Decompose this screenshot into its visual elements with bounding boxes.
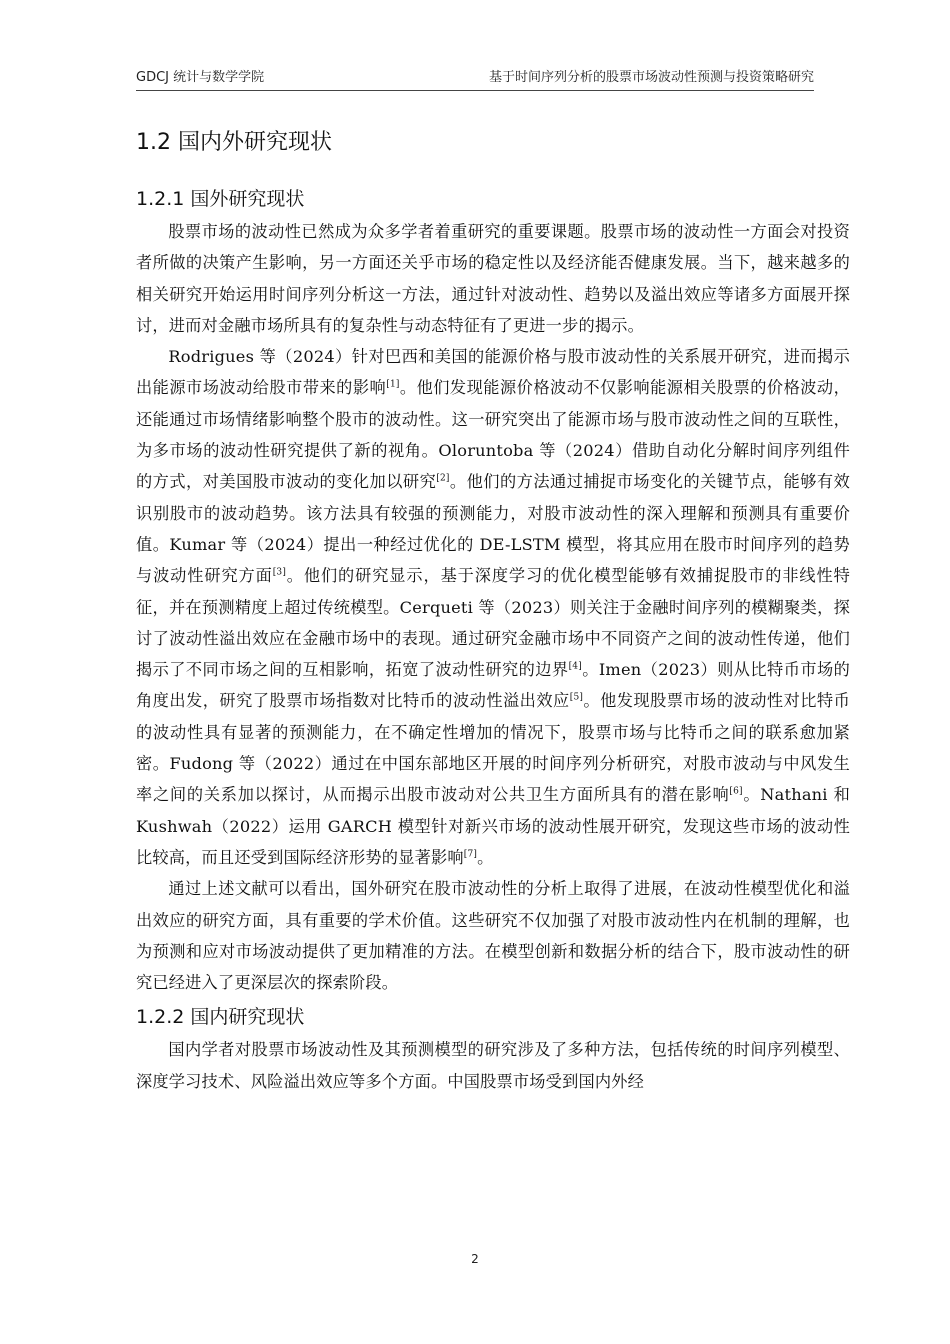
header-rule [136, 90, 814, 91]
citation-4: [4] [568, 661, 582, 672]
subsection-title-domestic: 1.2.2 国内研究现状 [136, 1006, 305, 1029]
citation-5: [5] [569, 693, 584, 704]
page-body [136, 120, 850, 1097]
header-left-text: GDCJ 统计与数学学院 [136, 70, 265, 85]
page-number: 2 [471, 1252, 479, 1266]
citation-2: [2] [436, 473, 450, 484]
page-header [136, 66, 814, 88]
header-right-text: 基于时间序列分析的股票市场波动性预测与投资策略研究 [488, 70, 814, 85]
paragraph-foreign-2: Rodrigues 等（2024）针对巴西和美国的能源价格与股市波动性的关系展开研究，进而揭示出能源市场波动给股市带来的影响[1]。他们发现能源价格波动不仅影响能源相关股票的价格波动，还能通过市场情绪影响整个股市的波动性。这一研究突出了能源市场与股市波动性之间的互联性，为多市场的波动性研究提供了新的视角。Oloruntoba 等（2024）借助自动化分解时间序列组件的方式，对美国股市波动的变化加以研究[2]。他们的方法通过捕捉市场变化的关键节点，能够有效识别股市的波动趋势。该方法具有较强的预测能力，对股市波动性的深入理解和预测具有重要价值。Kumar 等（2024）提出一种经过优化的 DE-LSTM 模型，将其应用在股市时间序列的趋势与波动性研究方面[3]。他们的研究显示，基于深度学习的优化模型能够有效捕捉股市的非线性特征，并在预测精度上超过传统模型。Cerqueti 等（2023）则关注于金融时间序列的模糊聚类，探讨了波动性溢出效应在金融市场中的表现。通过研究金融市场中不同资产之间的波动性传递，他们揭示了不同市场之间的互相影响，拓宽了波动性研究的边界[4]。Imen（2023）则从比特币市场的角度出发，研究了股票市场指数对比特币的波动性溢出效应[5]。他发现股票市场的波动性对比特币的波动性具有显著的预测能力，在不确定性增加的情况下，股票市场与比特币之间的联系愈加紧密。Fudong 等（2022）通过在中国东部地区开展的时间序列分析研究，对股市波动与中风发生率之间的关系加以探讨，从而揭示出股市波动对公共卫生方面所具有的潜在影响[6]。Nathani 和 Kushwah（2022）运用 GARCH 模型针对新兴市场的波动性展开研究，发现这些市场的波动性比较高，而且还受到国际经济形势的显著影响[7]。 [136, 347, 851, 867]
paragraph-foreign-3: 通过上述文献可以看出，国外研究在股市波动性的分析上取得了进展，在波动性模型优化和溢出效应的研究方面，具有重要的学术价值。这些研究不仅加强了对股市波动性内在机制的理解，也为预测和应对市场波动提供了更加精准的方法。在模型创新和数据分析的结合下，股市波动性的研究已经进入了更深层次的探索阶段。 [136, 879, 850, 993]
citation-1: [1] [386, 380, 400, 391]
citation-3: [3] [272, 567, 287, 578]
subsection-title-foreign: 1.2.1 国外研究现状 [136, 188, 305, 210]
paragraph-domestic-1: 国内学者对股票市场波动性及其预测模型的研究涉及了多种方法，包括传统的时间序列模型、深度学习技术、风险溢出效应等多个方面。中国股票市场受到国内外经 [136, 1040, 850, 1091]
section-title: 1.2 国内外研究现状 [136, 130, 332, 155]
paragraph-foreign-1: 股票市场的波动性已然成为众多学者着重研究的重要课题。股票市场的波动性一方面会对投资者所做的决策产生影响，另一方面还关乎市场的稳定性以及经济能否健康发展。当下，越来越多的相关研究开始运用时间序列分析这一方法，通过针对波动性、趋势以及溢出效应等诸多方面展开探讨，进而对金融市场所具有的复杂性与动态特征有了更进一步的揭示。 [136, 222, 850, 335]
citation-7: [7] [463, 849, 478, 860]
citation-6: [6] [729, 786, 743, 797]
